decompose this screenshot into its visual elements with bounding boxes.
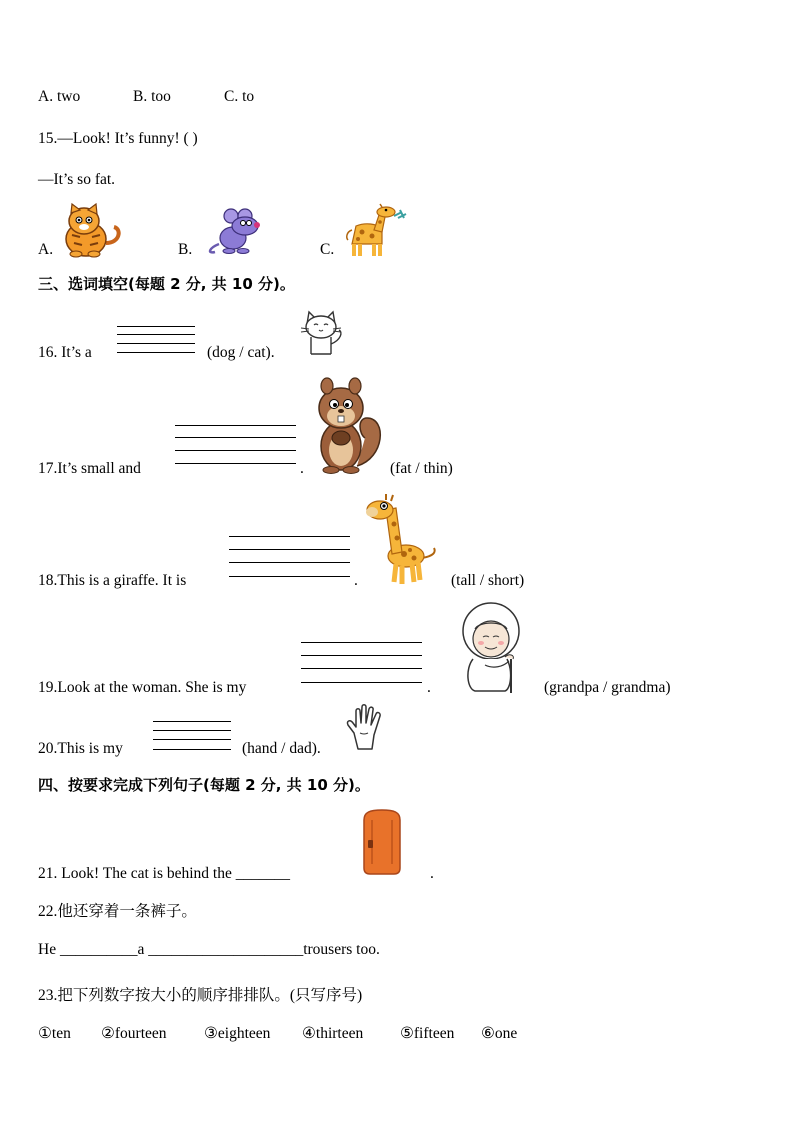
option-b-too: B. too (133, 88, 171, 105)
q16-answer-lines[interactable] (117, 326, 195, 356)
option-c-to: C. to (224, 88, 255, 105)
q23-item-fifteen: ⑤fifteen (400, 1025, 455, 1042)
grandma-icon (455, 599, 527, 693)
q22-sentence (38, 941, 380, 959)
q19-prefix: 19.Look at the woman. She is my (38, 679, 247, 696)
q17-dot: . (300, 460, 304, 477)
q19-answer-lines[interactable] (301, 642, 422, 684)
squirrel-icon (313, 378, 385, 474)
q23-item-fourteen: ②fourteen (101, 1025, 167, 1042)
q22-prompt: 22.他还穿着一条裤子。 (38, 903, 197, 920)
q20-answer-lines[interactable] (153, 721, 231, 751)
q22-part-3: trousers too. (303, 941, 380, 958)
q22-part-2: a (137, 941, 149, 958)
q18-dot: . (354, 572, 358, 589)
q23-item-thirteen: ④thirteen (302, 1025, 364, 1042)
door-icon (360, 810, 404, 874)
q19-choice: (grandpa / grandma) (544, 679, 671, 696)
q22-part-1: He (38, 941, 60, 958)
q15-answer: —It’s so fat. (38, 171, 116, 188)
q20-choice: (hand / dad). (242, 740, 321, 757)
q18-choice: (tall / short) (451, 572, 525, 589)
q20-prefix: 20.This is my (38, 740, 123, 757)
q23-item-eighteen: ③eighteen (204, 1025, 271, 1042)
q23-item-ten: ①ten (38, 1025, 71, 1042)
giraffe-icon (342, 204, 412, 258)
q15-option-c: C. (320, 241, 335, 258)
q22-blank-2[interactable]: ____________________ (148, 941, 304, 958)
q18-answer-lines[interactable] (229, 536, 350, 578)
mouse-icon (205, 208, 267, 256)
option-a-two: A. two (38, 88, 81, 105)
q17-prefix: 17.It’s small and (38, 460, 141, 477)
q19-dot: . (427, 679, 431, 696)
q18-prefix: 18.This is a giraffe. It is (38, 572, 187, 589)
q16-prefix: 16. It’s a (38, 344, 92, 361)
q16-choice: (dog / cat). (207, 344, 275, 361)
q22-blank-1[interactable]: __________ (59, 941, 138, 958)
giraffe-tall-icon (364, 494, 440, 586)
section-4-title: 四、按要求完成下列句子(每题 2 分, 共 10 分)。 (38, 776, 370, 794)
section-3-title: 三、选词填空(每题 2 分, 共 10 分)。 (38, 275, 295, 293)
q15-question: 15.—Look! It’s funny! ( ) (38, 130, 198, 147)
cat-icon (60, 203, 126, 257)
q15-option-a: A. (38, 241, 54, 258)
q21-text: 21. Look! The cat is behind the _______ (38, 865, 290, 882)
q21-dot: . (430, 865, 434, 882)
q17-answer-lines[interactable] (175, 425, 296, 465)
q23-item-one: ⑥one (481, 1025, 518, 1042)
cat-line-icon (299, 310, 345, 356)
q15-option-b: B. (178, 241, 193, 258)
hand-icon (344, 703, 388, 751)
q17-choice: (fat / thin) (390, 460, 453, 477)
q23-prompt: 23.把下列数字按大小的顺序排排队。(只写序号) (38, 987, 363, 1004)
